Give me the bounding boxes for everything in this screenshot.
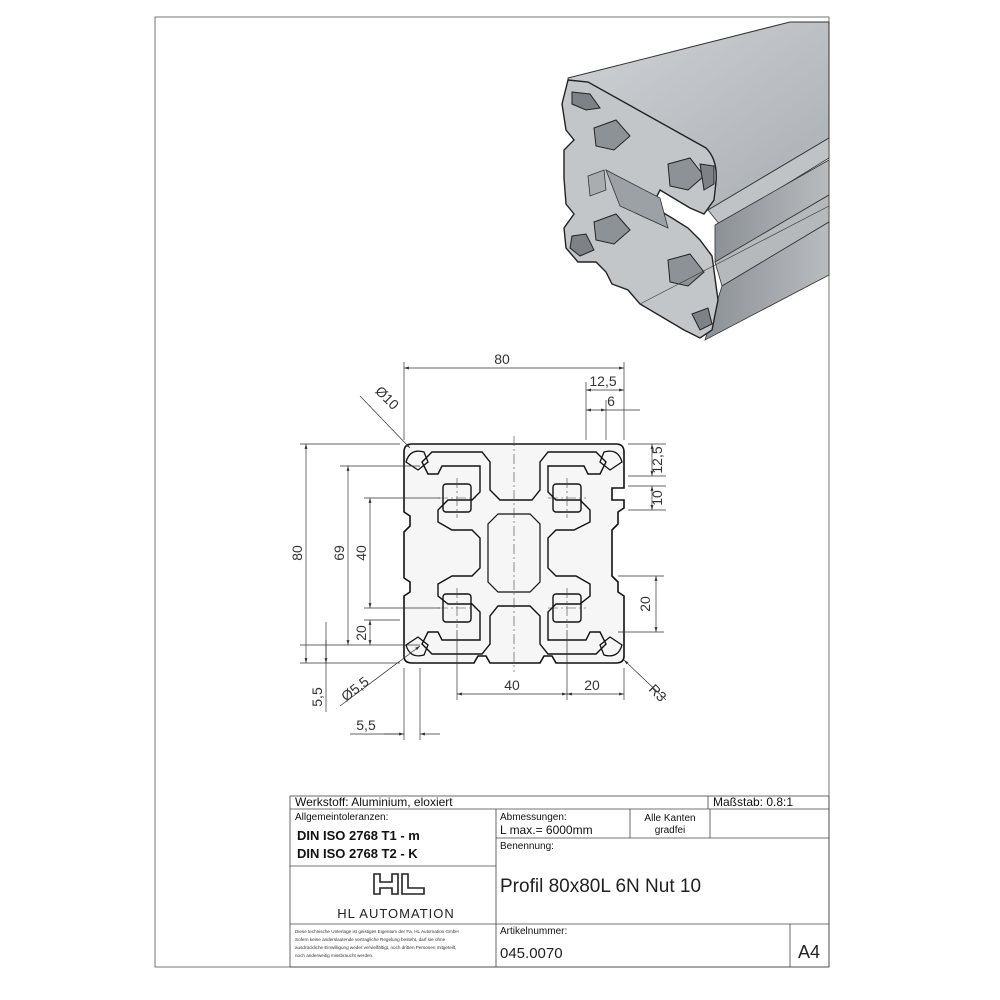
cross-section-view [404, 436, 624, 672]
scale-text: Maßstab: 0.8:1 [713, 795, 794, 809]
legal-line-2: Sofern keine anderslautende vertragliche Regelung besteht, darf sie ohne [295, 937, 446, 942]
dimensions-label: Abmessungen: [500, 812, 567, 823]
dim-right-12-5: 12,5 [649, 446, 665, 474]
dim-left-40: 40 [353, 545, 369, 561]
dim-left-5-5: 5,5 [309, 687, 325, 707]
dim-right-10: 10 [649, 490, 665, 506]
logo-text: HL AUTOMATION [337, 906, 455, 921]
dim-radius-3: R3 [645, 680, 670, 705]
dim-bottom-20: 20 [584, 677, 600, 693]
dim-top-6: 6 [607, 393, 615, 409]
tolerances-label: Allgemeintoleranzen: [295, 812, 389, 823]
dim-top-80: 80 [494, 351, 510, 367]
dim-diameter-10: Ø10 [372, 382, 403, 413]
dim-left-69: 69 [331, 545, 347, 561]
article-label: Artikelnummer: [500, 926, 568, 937]
legal-line-4: noch anderweitig missbraucht werden. [295, 953, 374, 958]
dim-diameter-5-5: Ø5,5 [337, 673, 372, 705]
designation-label: Benennung: [500, 841, 554, 852]
dim-left-20: 20 [353, 625, 369, 641]
designation-title: Profil 80x80L 6N Nut 10 [500, 876, 702, 897]
legal-line-1: Diese technische Unterlage ist geistiges Eigentum der Fa. HL Automation GmbH [295, 929, 459, 934]
length-max-text: L max.= 6000mm [500, 823, 593, 837]
isometric-profile-view [562, 22, 829, 340]
dim-bottom-5-5: 5,5 [356, 717, 376, 733]
format-text: A4 [797, 942, 821, 962]
tolerance-1: DIN ISO 2768 T1 - m [297, 828, 420, 843]
dim-right-20: 20 [637, 596, 653, 612]
hl-logo-icon [374, 874, 424, 894]
legal-line-3: ausdrückliche Einwilligung weder vervielfältigt, noch dritten Personen mitgeteilt, [295, 945, 457, 950]
dim-left-80: 80 [289, 545, 305, 561]
title-block [290, 795, 829, 967]
edges-text-1: Alle Kanten [644, 813, 696, 824]
article-number: 045.0070 [500, 945, 563, 962]
material-text: Werkstoff: Aluminium, eloxiert [295, 795, 453, 809]
tolerance-2: DIN ISO 2768 T2 - K [297, 846, 418, 861]
edges-text-2: gradfei [654, 825, 686, 836]
dim-bottom-40: 40 [504, 677, 520, 693]
dim-top-12-5: 12,5 [589, 373, 617, 389]
